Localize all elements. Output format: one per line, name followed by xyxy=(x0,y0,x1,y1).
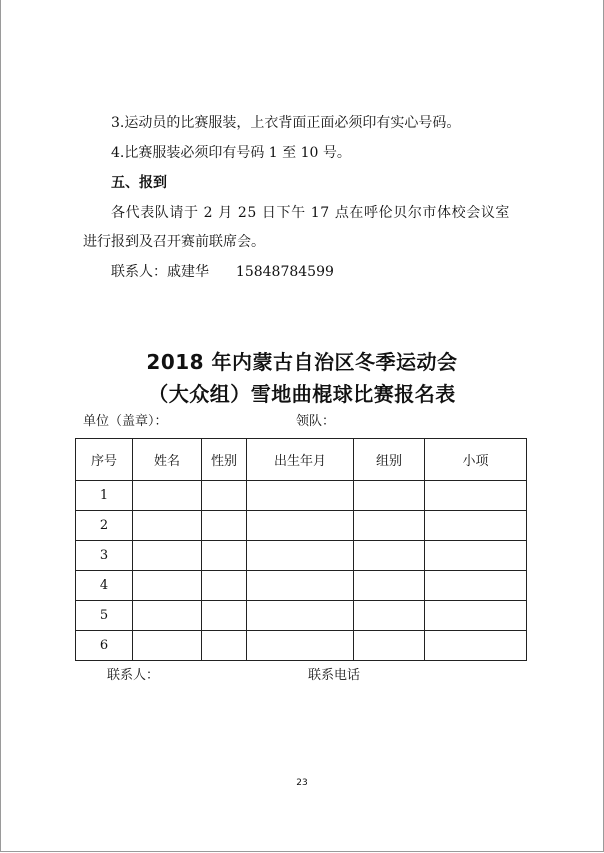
birth-cell[interactable] xyxy=(247,601,354,631)
gender-cell[interactable] xyxy=(202,631,247,661)
column-header: 组别 xyxy=(354,439,425,481)
name-cell[interactable] xyxy=(133,481,202,511)
name-cell[interactable] xyxy=(133,601,202,631)
paragraph-line-1: 各代表队请于 2 月 25 日下午 17 点在呼伦贝尔市体校会议室 xyxy=(111,205,511,221)
name-cell[interactable] xyxy=(133,541,202,571)
form-contact-label: 联系人： xyxy=(107,668,160,683)
gender-cell[interactable] xyxy=(202,481,247,511)
table-row xyxy=(76,601,527,631)
birth-cell[interactable] xyxy=(247,511,354,541)
birth-cell[interactable] xyxy=(247,481,354,511)
group-cell[interactable] xyxy=(354,631,425,661)
gender-cell[interactable] xyxy=(202,601,247,631)
registration-table xyxy=(75,438,527,661)
name-cell[interactable] xyxy=(133,511,202,541)
form-phone-label: 联系电话 xyxy=(308,668,361,683)
event-cell[interactable] xyxy=(425,511,527,541)
table-row xyxy=(76,631,527,661)
gender-cell[interactable] xyxy=(202,571,247,601)
rule-item-4: 4.比赛服装必须印有号码 1 至 10 号。 xyxy=(111,145,351,161)
event-cell[interactable] xyxy=(425,601,527,631)
birth-cell[interactable] xyxy=(247,541,354,571)
table-row xyxy=(76,481,527,511)
birth-cell[interactable] xyxy=(247,631,354,661)
column-header: 出生年月 xyxy=(247,439,354,481)
row-number: 1 xyxy=(76,481,133,511)
event-cell[interactable] xyxy=(425,631,527,661)
page-number: 23 xyxy=(296,778,308,788)
group-cell[interactable] xyxy=(354,481,425,511)
column-header: 性别 xyxy=(202,439,247,481)
form-title-line-2: （大众组）雪地曲棍球比赛报名表 xyxy=(148,382,456,406)
paragraph-line-2: 进行报到及召开赛前联席会。 xyxy=(83,234,265,250)
column-header: 序号 xyxy=(76,439,133,481)
table-header-row xyxy=(76,439,527,481)
name-cell[interactable] xyxy=(133,571,202,601)
contact-name: 联系人：戚建华 xyxy=(111,264,209,280)
table-row xyxy=(76,541,527,571)
column-header: 姓名 xyxy=(133,439,202,481)
group-cell[interactable] xyxy=(354,511,425,541)
column-header: 小项 xyxy=(425,439,527,481)
row-number: 3 xyxy=(76,541,133,571)
event-cell[interactable] xyxy=(425,481,527,511)
form-title-line-1: 2018 年内蒙古自治区冬季运动会 xyxy=(146,350,458,374)
table-row xyxy=(76,511,527,541)
name-cell[interactable] xyxy=(133,631,202,661)
contact-person xyxy=(111,262,334,282)
contact-phone: 15848784599 xyxy=(235,264,334,280)
leader-label: 领队： xyxy=(296,414,336,429)
event-cell[interactable] xyxy=(425,541,527,571)
table-row xyxy=(76,571,527,601)
group-cell[interactable] xyxy=(354,601,425,631)
rule-item-3: 3.运动员的比赛服装，上衣背面正面必须印有实心号码。 xyxy=(111,115,461,131)
row-number: 5 xyxy=(76,601,133,631)
row-number: 2 xyxy=(76,511,133,541)
row-number: 6 xyxy=(76,631,133,661)
birth-cell[interactable] xyxy=(247,571,354,601)
row-number: 4 xyxy=(76,571,133,601)
group-cell[interactable] xyxy=(354,571,425,601)
event-cell[interactable] xyxy=(425,571,527,601)
section-heading: 五、报到 xyxy=(111,175,167,191)
gender-cell[interactable] xyxy=(202,541,247,571)
group-cell[interactable] xyxy=(354,541,425,571)
gender-cell[interactable] xyxy=(202,511,247,541)
unit-label: 单位（盖章）： xyxy=(83,414,168,429)
